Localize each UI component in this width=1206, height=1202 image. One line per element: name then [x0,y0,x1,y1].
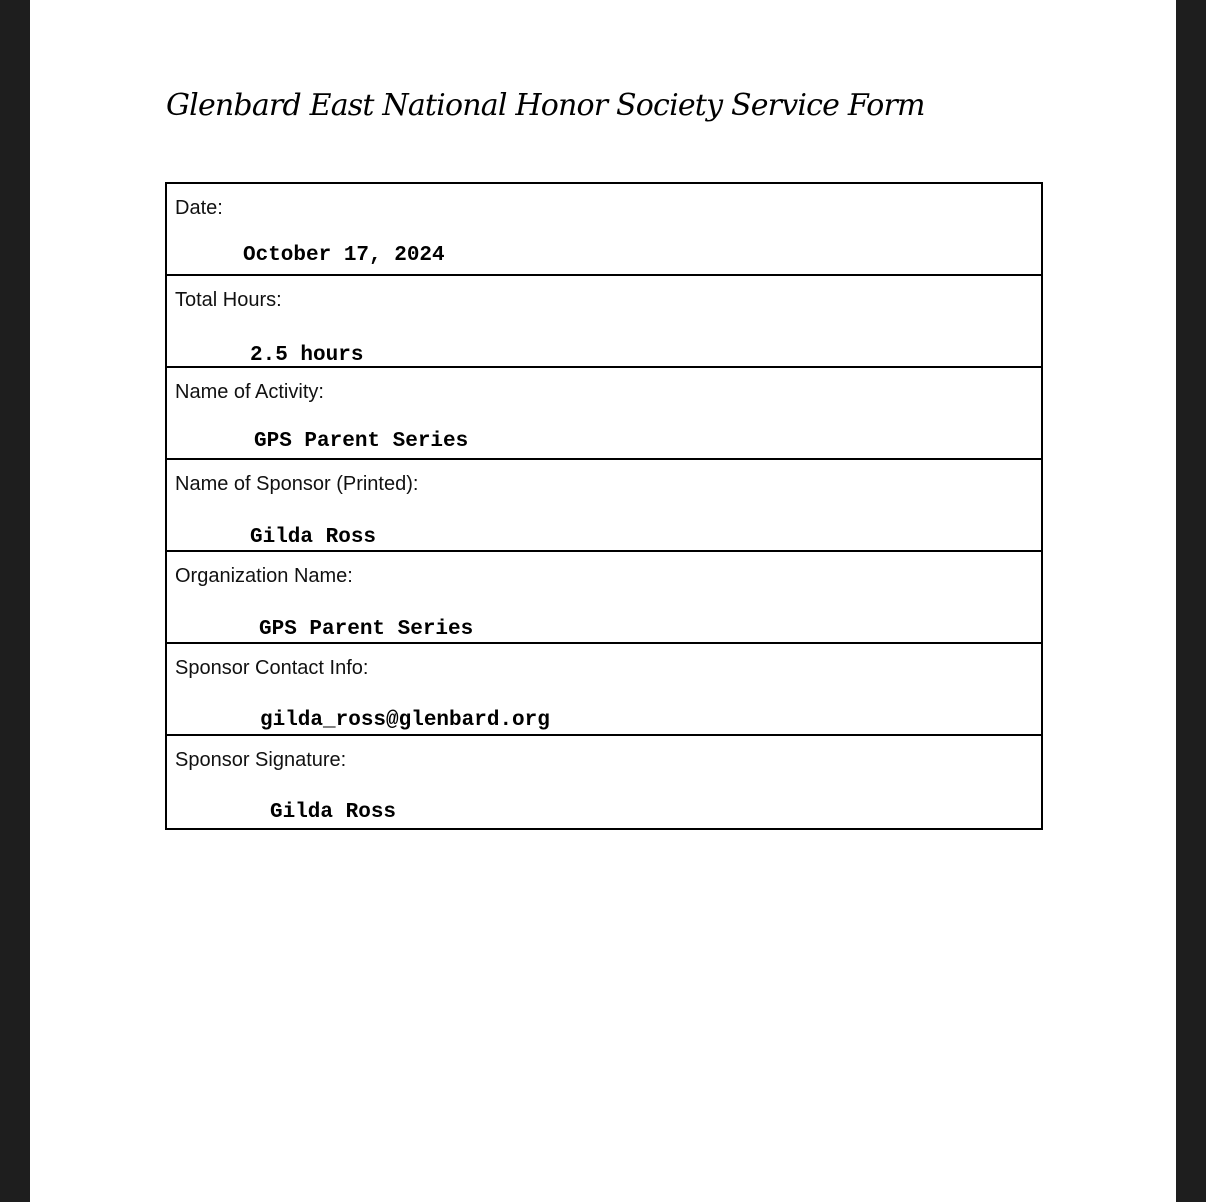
field-row-organization-name [167,552,1041,644]
field-row-sponsor-name [167,460,1041,552]
organization-name-value: GPS Parent Series [259,618,474,641]
service-form-table [165,182,1043,830]
field-row-activity-name [167,368,1041,460]
total-hours-value: 2.5 hours [250,344,364,367]
form-title: Glenbard East National Honor Society Service Form [166,88,925,123]
date-value: October 17, 2024 [243,244,445,267]
organization-name-label: Organization Name: [175,565,353,587]
activity-name-value: GPS Parent Series [254,430,469,453]
sponsor-signature-value: Gilda Ross [270,801,397,824]
sponsor-contact-label: Sponsor Contact Info: [175,657,369,679]
sponsor-contact-value: gilda_ross@glenbard.org [260,709,550,732]
sponsor-signature-label: Sponsor Signature: [175,749,347,771]
sponsor-name-label: Name of Sponsor (Printed): [175,473,419,495]
document-page [30,0,1176,1202]
date-label: Date: [175,197,223,219]
total-hours-label: Total Hours: [175,289,282,311]
activity-name-label: Name of Activity: [175,381,324,403]
field-row-total-hours [167,276,1041,368]
field-row-sponsor-signature [167,736,1041,828]
sponsor-name-value: Gilda Ross [250,526,377,549]
field-row-sponsor-contact [167,644,1041,736]
field-row-date [167,184,1041,276]
